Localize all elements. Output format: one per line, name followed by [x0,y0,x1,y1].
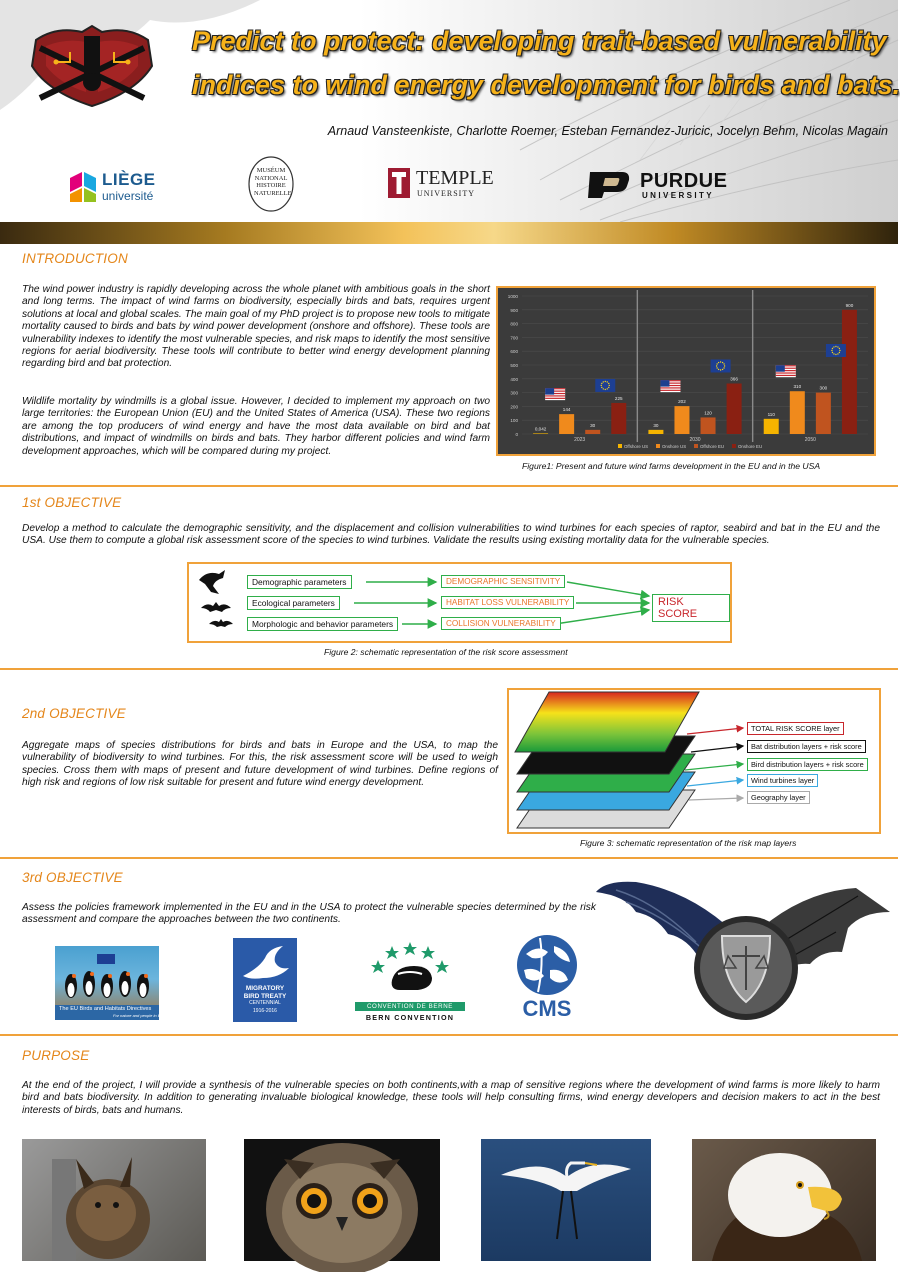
chart-canvas [498,288,874,454]
museum-text-1: MUSÉUM [256,167,286,174]
layer-label-bat: Bat distribution layers + risk score [747,740,866,753]
bern-text-english: BERN CONVENTION [365,1013,455,1022]
bat-eagle-shield-illustration [596,872,892,1026]
bar-value-label: 900 [845,302,854,308]
project-emblem-logo [26,22,158,108]
figure1-caption: Figure1: Present and future wind farms development in the EU and in the USA [522,461,821,471]
figure3-caption: Figure 3: schematic representation of the risk map layers [580,838,797,848]
banner-strip [0,222,898,244]
risk-map-layers-diagram [507,688,881,834]
egret-photo [481,1139,651,1261]
layer-label-geography: Geography layer [747,791,810,804]
bat-photo-graphic [22,1139,206,1261]
museum-text-4: NATURELLE [254,189,292,197]
y-tick-label: 400 [510,376,518,382]
owl-photo [244,1139,440,1261]
bar-offshore-us [764,419,779,434]
purdue-subtitle: UNIVERSITY [642,191,715,200]
legend-swatch [694,444,698,448]
liege-name: LIÈGE [102,170,156,189]
eagle-photo-graphic [692,1139,876,1261]
usa-flag-icon [776,365,796,377]
bar-value-label: 225 [614,395,623,401]
legend-swatch [732,444,736,448]
legend-label: Onshore EU [738,444,763,449]
bar-value-label: 30 [653,422,659,428]
temple-t-icon [388,168,410,198]
objective2-title: 2nd OBJECTIVE [22,706,126,721]
bar-onshore-us [674,406,689,434]
bar-value-label: 300 [819,385,828,391]
temple-name: TEMPLE [416,167,494,189]
bern-convention-logo [355,940,465,1024]
mbt-text-2: BIRD TREATY [243,992,287,1000]
bar-offshore-eu [585,430,600,434]
poster-header [0,0,898,222]
temple-subtitle: UNIVERSITY [417,189,475,198]
purdue-p-icon [588,172,630,198]
eu-flag-icon [826,344,846,357]
eagle-silhouette-icon [199,570,225,594]
bar-offshore-us [648,430,663,434]
bat-photo [22,1139,206,1261]
y-tick-label: 900 [510,307,518,313]
bar-onshore-eu [842,310,857,434]
section-divider [0,1034,898,1036]
bar-value-label: 202 [678,399,686,405]
museum-logo [248,156,294,212]
introduction-paragraph-1: The wind power industry is rapidly developing across the whole planet with ambitious goals in the short and long terms. The impact of wind farms on biodiversity, especially birds and bats, requires urgent solutions at local and global scales. The main goal of my PhD project is to propose new tools to mitigate mortality caused to birds and bats by wind power development (onshore and offshore). These tools are vulnerability indexes to identify the most vulnerable species, and risk maps to identify the most sensitive regions for aerial biodiversity. These tools will contribute to better wind energy development planning regarding bird and bat protection. [22,284,490,370]
bar-onshore-us [559,414,574,434]
purpose-title: PURPOSE [22,1048,90,1063]
input-ecological: Ecological parameters [247,596,340,610]
mbt-text-1: MIGRATORY [245,985,285,992]
section-divider [0,857,898,859]
eu-directive-title: The EU Birds and Habitats Directives [59,1006,152,1012]
x-category-label: 2023 [574,437,586,443]
x-category-label: 2030 [689,437,701,443]
liege-university-logo [70,168,170,208]
section-divider [0,668,898,670]
cms-logo [512,934,582,1024]
y-tick-label: 100 [510,418,518,424]
cms-text: CMS [522,996,572,1021]
introduction-title: INTRODUCTION [22,251,128,266]
bar-offshore-eu [816,393,831,434]
y-tick-label: 700 [510,335,518,341]
bar-value-label: 120 [704,410,712,416]
owl-photo-graphic [244,1139,440,1261]
bat-silhouette-icon-small [209,619,233,627]
y-tick-label: 0 [515,432,518,437]
input-demographic: Demographic parameters [247,575,352,589]
bar-onshore-us [790,391,805,434]
bar-value-label: 0,042 [534,426,547,432]
eu-flag-icon [595,379,615,392]
liege-subtitle: université [102,189,154,203]
figure2-caption: Figure 2: schematic representation of the risk score assessment [324,647,568,657]
layer-label-wind-turbines: Wind turbines layer [747,774,818,787]
usa-flag-icon [660,380,680,392]
layer-label-bird: Bird distribution layers + risk score [747,758,868,771]
legend-swatch [618,444,622,448]
bat-silhouette-icon [201,602,231,612]
section-divider [0,485,898,487]
purdue-name: PURDUE [640,170,728,192]
migratory-bird-treaty-logo [233,938,297,1022]
eagle-photo [692,1139,876,1261]
author-list: Arnaud Vansteenkiste, Charlotte Roemer, Esteban Fernandez-Juricic, Jocelyn Behm, Nicolas Magain [327,124,888,138]
bird-icon [239,944,291,984]
input-morphologic: Morphologic and behavior parameters [247,617,398,631]
bar-onshore-eu [727,383,742,434]
poster-title-line1: Predict to protect: developing trait-based vulnerability [192,26,887,56]
mbt-text-4: 1916-2016 [253,1007,277,1014]
eu-directive-subtitle: For nature and people in Europe [113,1013,171,1018]
bar-value-label: 110 [767,411,775,417]
y-tick-label: 800 [510,321,518,327]
usa-flag-icon [545,388,565,400]
egret-photo-graphic [481,1139,651,1261]
output-demographic-sensitivity: DEMOGRAPHIC SENSITIVITY [441,575,565,588]
objective3-text: Assess the policies framework implemented in the EU and in the USA to protect the vulnerable species determined by the risk assessment and compare the approaches between the two continents. [22,902,596,926]
bar-value-label: 366 [730,376,738,382]
mbt-text-3: CENTENNIAL [249,1000,281,1007]
y-tick-label: 500 [510,363,518,368]
introduction-paragraph-2: Wildlife mortality by windmills is a global issue. However, I decided to implement my approach on two large territories: the European Union (EU) and the United States of America (USA). These two regions are among the top producers of wind energy and have the most data available on bird and bat distributions, and impact of windmills on birds and bats. They harbor different policies and wind farm development approaches, which will be compared during my project. [22,396,490,457]
x-category-label: 2050 [804,437,816,443]
objective1-title: 1st OBJECTIVE [22,495,122,510]
output-habitat-loss: HABITAT LOSS VULNERABILITY [441,596,574,609]
bar-value-label: 30 [590,422,596,428]
bar-onshore-eu [611,403,626,434]
legend-label: Offshore US [624,444,649,449]
cms-globe-icon [514,934,580,996]
objective2-text: Aggregate maps of species distributions for birds and bats in Europe and the USA, to map the vulnerability of biodiversity to wind turbines. For this, the risk assessment score will be used to weigh species. Cross them with maps of present and future development of wind turbines. Define regions of high risk and regions of low risk suitable for present and future wind energy development. [22,740,498,789]
poster-title-line2: indices to wind energy development for birds and bats. [192,70,900,100]
layer-label-total-risk: TOTAL RISK SCORE layer [747,722,844,735]
y-tick-label: 1000 [507,294,518,299]
bern-text-french: CONVENTION DE BERNE [355,1002,465,1011]
output-collision: COLLISION VULNERABILITY [441,617,561,630]
legend-label: Onshore US [662,444,687,449]
eu-flag-icon [711,359,731,372]
liege-mark-icon [70,172,98,202]
puffins-image [55,954,159,1004]
y-tick-label: 600 [510,349,518,355]
risk-score-box: RISK SCORE [652,594,730,622]
legend-label: Offshore EU [700,444,725,449]
eu-directives-logo [55,946,171,1020]
y-tick-label: 200 [510,404,518,410]
bar-offshore-us [533,433,548,434]
bar-value-label: 144 [562,407,571,413]
objective3-title: 3rd OBJECTIVE [22,870,123,885]
museum-text-2: NATIONAL [254,174,288,182]
purpose-text: At the end of the project, I will provide a synthesis of the vulnerable species on both continents,with a map of sensitive regions where the development of wind farms is more likely to harm bird and bats biodiversity. In addition to generating invaluable biological knowledge, these tools will help consulting firms, wind energy developers and decision makers to act in the best interests of birds, bats and humans. [22,1080,880,1116]
temple-university-logo [388,168,508,204]
legend-swatch [656,444,660,448]
y-tick-label: 300 [510,390,518,396]
bar-offshore-eu [701,417,716,434]
risk-score-diagram [187,562,732,643]
museum-text-3: HISTOIRE [256,182,286,189]
bar-value-label: 310 [793,384,802,390]
bern-stars-badger-icon [370,940,450,1000]
wind-farm-bar-chart [496,286,876,456]
purdue-university-logo [588,170,738,204]
objective1-text: Develop a method to calculate the demographic sensitivity, and the displacement and collision vulnerabilities to wind turbines for each species of raptor, seabird and bat in the EU and the USA. Use them to compute a global risk assessment score of the species to wind turbines. Validate the results using existing mortality data for the vulnerable species. [22,523,880,547]
